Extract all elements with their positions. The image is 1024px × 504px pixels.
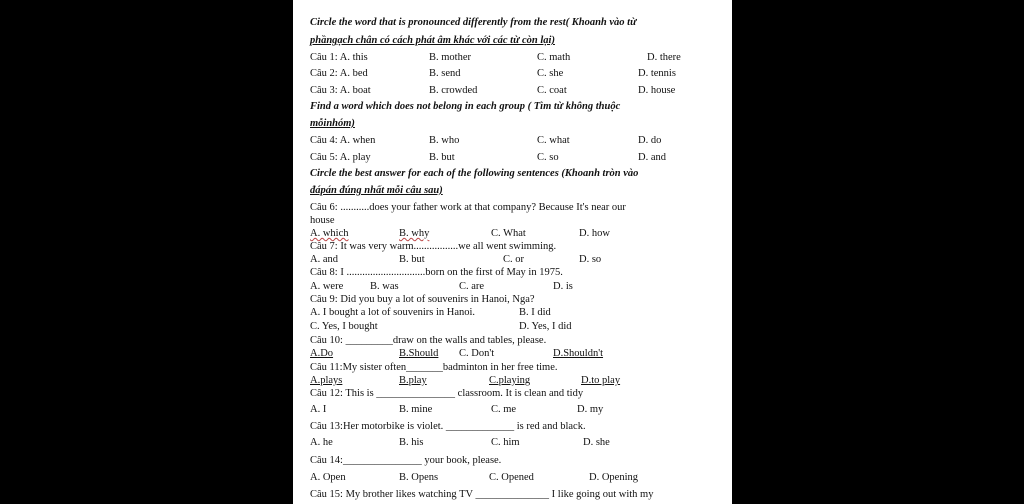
q11-option-d: D.to play	[581, 375, 621, 386]
q12-option-a: A. I	[310, 404, 327, 415]
q7-option-c: C. or	[503, 254, 524, 265]
q13-option-c: C. him	[491, 437, 520, 448]
question-6-cont: house	[310, 215, 335, 226]
question-11: Câu 11:My sister often_______badminton in her free time.	[310, 362, 558, 373]
option-d: D. house	[638, 85, 676, 96]
question-9: Câu 9: Did you buy a lot of souvenirs in Hanoi, Nga?	[310, 294, 535, 305]
option-b: B. who	[429, 135, 460, 146]
q8-option-c: C. are	[459, 281, 485, 292]
q7-option-b: B. but	[399, 254, 425, 265]
option-b: B. mother	[429, 52, 471, 63]
q9-option-c: C. Yes, I bought	[310, 321, 378, 332]
option-c: C. so	[537, 152, 559, 163]
question-14: Câu 14:_______________ your book, please.	[310, 455, 502, 466]
q6-option-b: B. why	[399, 228, 430, 239]
option-b: B. crowded	[429, 85, 478, 96]
question-12: Câu 12: This is _______________ classroom. It is clean and tidy	[310, 388, 584, 399]
q7-option-d: D. so	[579, 254, 602, 265]
q12-option-d: D. my	[577, 404, 604, 415]
q6-option-c: C. What	[491, 228, 526, 239]
q13-option-b: B. his	[399, 437, 424, 448]
question-7: Câu 7: It was very warm.................we all went swimming.	[310, 241, 557, 252]
option-b: B. send	[429, 68, 461, 79]
option-c: C. math	[537, 52, 571, 63]
q10-option-d: D.Shouldn't	[553, 348, 604, 359]
option-a: Câu 2: A. bed	[310, 68, 368, 79]
q8-option-b: B. was	[370, 281, 399, 292]
q14-option-c: C. Opened	[489, 472, 534, 483]
option-c: C. she	[537, 68, 564, 79]
q6-option-d: D. how	[579, 228, 610, 239]
q10-option-c: C. Don't	[459, 348, 495, 359]
q11-option-c: C.playing	[489, 375, 531, 386]
option-a: Câu 3: A. boat	[310, 85, 371, 96]
question-13: Câu 13:Her motorbike is violet. _____________ is red and black.	[310, 421, 586, 432]
option-d: D. tennis	[638, 68, 676, 79]
option-d: D. there	[647, 52, 681, 63]
question-8: Câu 8: I ..............................born on the first of May in 1975.	[310, 267, 563, 278]
option-a: Câu 1: A. this	[310, 52, 368, 63]
q14-option-d: D. Opening	[589, 472, 638, 483]
question-6: Câu 6: ...........does your father work at that company? Because It's near our	[310, 202, 626, 213]
q8-option-a: A. were	[310, 281, 344, 292]
option-a: Câu 4: A. when	[310, 135, 376, 146]
option-a: Câu 5: A. play	[310, 152, 371, 163]
q9-option-b: B. I did	[519, 307, 551, 318]
option-d: D. do	[638, 135, 662, 146]
worksheet-page	[293, 0, 732, 504]
q12-option-b: B. mine	[399, 404, 433, 415]
section2-instruction: Find a word which does not belong in each group ( Tìm từ không thuộc	[310, 101, 621, 112]
section3-instruction: Circle the best answer for each of the following sentences (Khoanh tròn vào	[310, 168, 639, 179]
q6-option-a: A. which	[310, 228, 349, 239]
q13-option-a: A. he	[310, 437, 333, 448]
question-15: Câu 15: My brother likes watching TV ______________ I like going out with my	[310, 489, 654, 500]
q10-option-a: A.Do	[310, 348, 334, 359]
section1-instruction-vi: phầngạch chân có cách phát âm khác với các từ còn lại)	[310, 35, 555, 46]
q9-option-d: D. Yes, I did	[519, 321, 572, 332]
q7-option-a: A. and	[310, 254, 338, 265]
q14-option-b: B. Opens	[399, 472, 439, 483]
q9-option-a: A. I bought a lot of souvenirs in Hanoi.	[310, 307, 476, 318]
section1-instruction: Circle the word that is pronounced differently from the rest( Khoanh vào từ	[310, 17, 637, 28]
q11-option-a: A.plays	[310, 375, 343, 386]
option-c: C. what	[537, 135, 570, 146]
section2-instruction-vi: mỗinhóm)	[310, 118, 355, 129]
q10-option-b: B.Should	[399, 348, 439, 359]
option-b: B. but	[429, 152, 455, 163]
question-10: Câu 10: _________draw on the walls and tables, please.	[310, 335, 547, 346]
q12-option-c: C. me	[491, 404, 517, 415]
option-d: D. and	[638, 152, 666, 163]
q13-option-d: D. she	[583, 437, 610, 448]
q8-option-d: D. is	[553, 281, 573, 292]
q14-option-a: A. Open	[310, 472, 346, 483]
option-c: C. coat	[537, 85, 567, 96]
q11-option-b: B.play	[399, 375, 427, 386]
section3-instruction-vi: đápán đúng nhất mỗi câu sau)	[310, 185, 443, 196]
